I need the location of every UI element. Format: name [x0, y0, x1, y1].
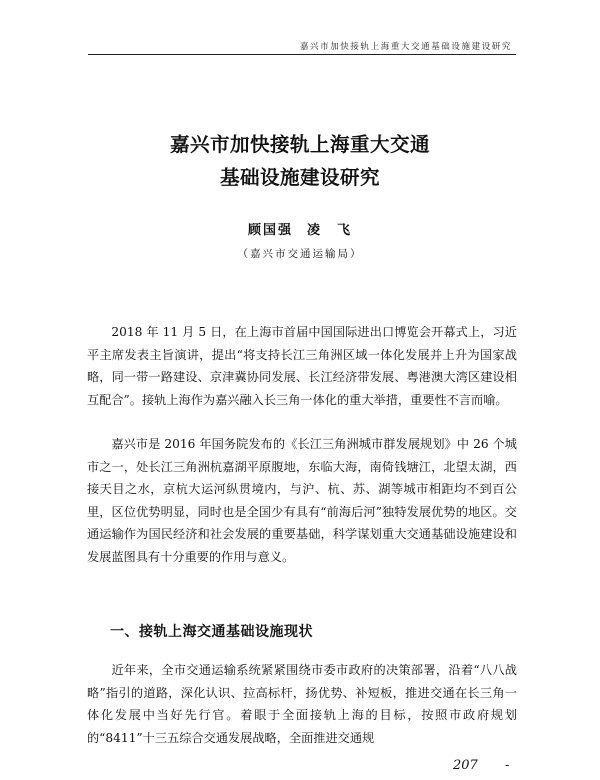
page-number: 207	[453, 758, 478, 773]
author-name: 凌 飞	[307, 223, 353, 238]
author-name: 顾国强	[247, 223, 293, 238]
page-number-suffix: -	[505, 758, 510, 773]
section-heading: 一、接轨上海交通基础设施现状	[110, 624, 313, 640]
author-list	[0, 219, 600, 238]
article-title	[0, 128, 600, 194]
header-rule	[88, 54, 516, 55]
body-paragraph: 2018 年 11 月 5 日，在上海市首届中国国际进出口博览会开幕式上，习近平主席发表主旨演讲，提出“将支持长江三角洲区域一体化发展并上升为国家战略，同一带一路建设、京津冀协同发展、长江经济带发展、粤港澳大湾区建设相互配合”。接轨上海作为嘉兴融入长三角一体化的重大举措，重要性不言而喻。	[87, 325, 517, 407]
body-paragraph: 近年来，全市交通运输系统紧紧围绕市委市政府的决策部署，沿着“八八战略”指引的道路，深化认识、拉高标杆，扬优势、补短板，推进交通在长三角一体化发展中当好先行官。着眼于全面接轨上海的目标，按照市政府规划的“8411”十三五综合交通发展战略，全面推进交通规	[87, 663, 517, 745]
title-line-2: 基础设施建设研究	[219, 166, 380, 189]
title-line-1: 嘉兴市加快接轨上海重大交通	[169, 133, 430, 156]
body-paragraph: 嘉兴市是 2016 年国务院发布的《长江三角洲城市群发展规划》中 26 个城市之一，处长江三角洲杭嘉湖平原腹地，东临大海，南倚钱塘江，北望太湖，西接天目之水，京杭大运河纵贯境内，与沪、杭、苏、湖等城市相距均不到百公里，区位优势明显，同时也是全国少有具有“前海后河”独特发展优势的地区。交通运输作为国民经济和社会发展的重要基础，科学谋划重大交通基础设施建设和发展蓝图具有十分重要的作用与意义。	[87, 437, 517, 564]
running-head: 嘉兴市加快接轨上海重大交通基础设施建设研究	[299, 42, 512, 52]
author-affiliation: （嘉兴市交通运输局）	[237, 248, 363, 260]
